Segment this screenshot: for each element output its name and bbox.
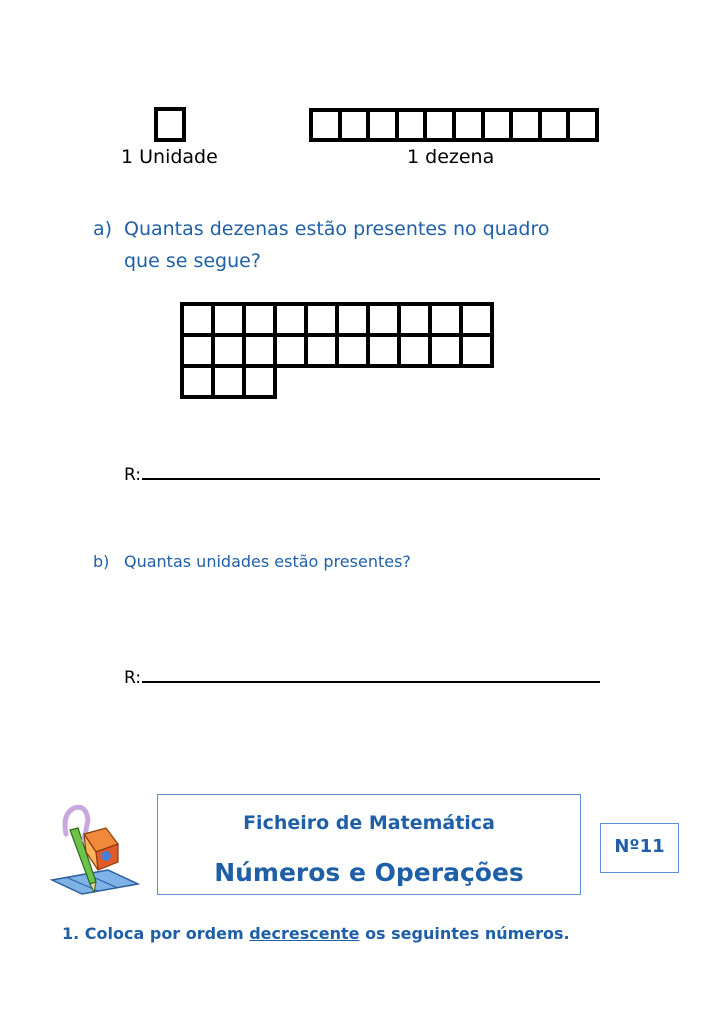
answer-a-prefix: R: [124, 465, 142, 485]
grid-square [335, 302, 370, 337]
grid-square [242, 333, 277, 368]
answer-a-line[interactable] [142, 462, 600, 480]
grid-square [180, 333, 215, 368]
grid-square [428, 333, 463, 368]
instruction-after: os seguintes números. [365, 924, 570, 943]
answer-b-prefix: R: [124, 668, 142, 688]
grid-square [273, 333, 308, 368]
question-b-text: Quantas unidades estão presentes? [124, 552, 411, 571]
grid-square [459, 333, 494, 368]
unit-square [154, 107, 186, 142]
worksheet-title: Ficheiro de Matemática [243, 812, 495, 834]
instruction-1 [62, 924, 570, 943]
grid-square [397, 333, 432, 368]
answer-b-line[interactable] [142, 665, 600, 683]
instruction-emphasis: decrescente [249, 924, 360, 943]
grid-square [180, 302, 215, 337]
sheet-number-box [600, 823, 679, 873]
grid-square [304, 302, 339, 337]
worksheet-header [157, 794, 581, 895]
grid-square [211, 333, 246, 368]
grid-square [211, 302, 246, 337]
question-a-line2: que se segue? [124, 250, 261, 272]
sheet-number: Nº11 [614, 836, 665, 857]
unit-label: 1 Unidade [121, 146, 218, 168]
grid-square [366, 302, 401, 337]
worksheet-subtitle: Números e Operações [214, 858, 524, 887]
grid-square [180, 364, 215, 399]
instruction-before: Coloca por ordem [84, 924, 244, 943]
question-b-marker: b) [93, 552, 110, 571]
grid-square [242, 364, 277, 399]
grid-square [304, 333, 339, 368]
school-supplies-icon [48, 800, 140, 895]
grid-square [211, 364, 246, 399]
grid-square [397, 302, 432, 337]
instruction-number: 1. [62, 924, 80, 943]
question-a-line1: Quantas dezenas estão presentes no quadro [124, 218, 550, 240]
grid-square [366, 333, 401, 368]
ten-strip-square [566, 108, 599, 142]
grid-square [273, 302, 308, 337]
answer-b[interactable] [124, 665, 600, 688]
question-a-marker: a) [93, 218, 113, 240]
grid-square [242, 302, 277, 337]
grid-square [428, 302, 463, 337]
ten-label: 1 dezena [407, 146, 495, 168]
answer-a[interactable] [124, 462, 600, 485]
grid-square [335, 333, 370, 368]
grid-square [459, 302, 494, 337]
